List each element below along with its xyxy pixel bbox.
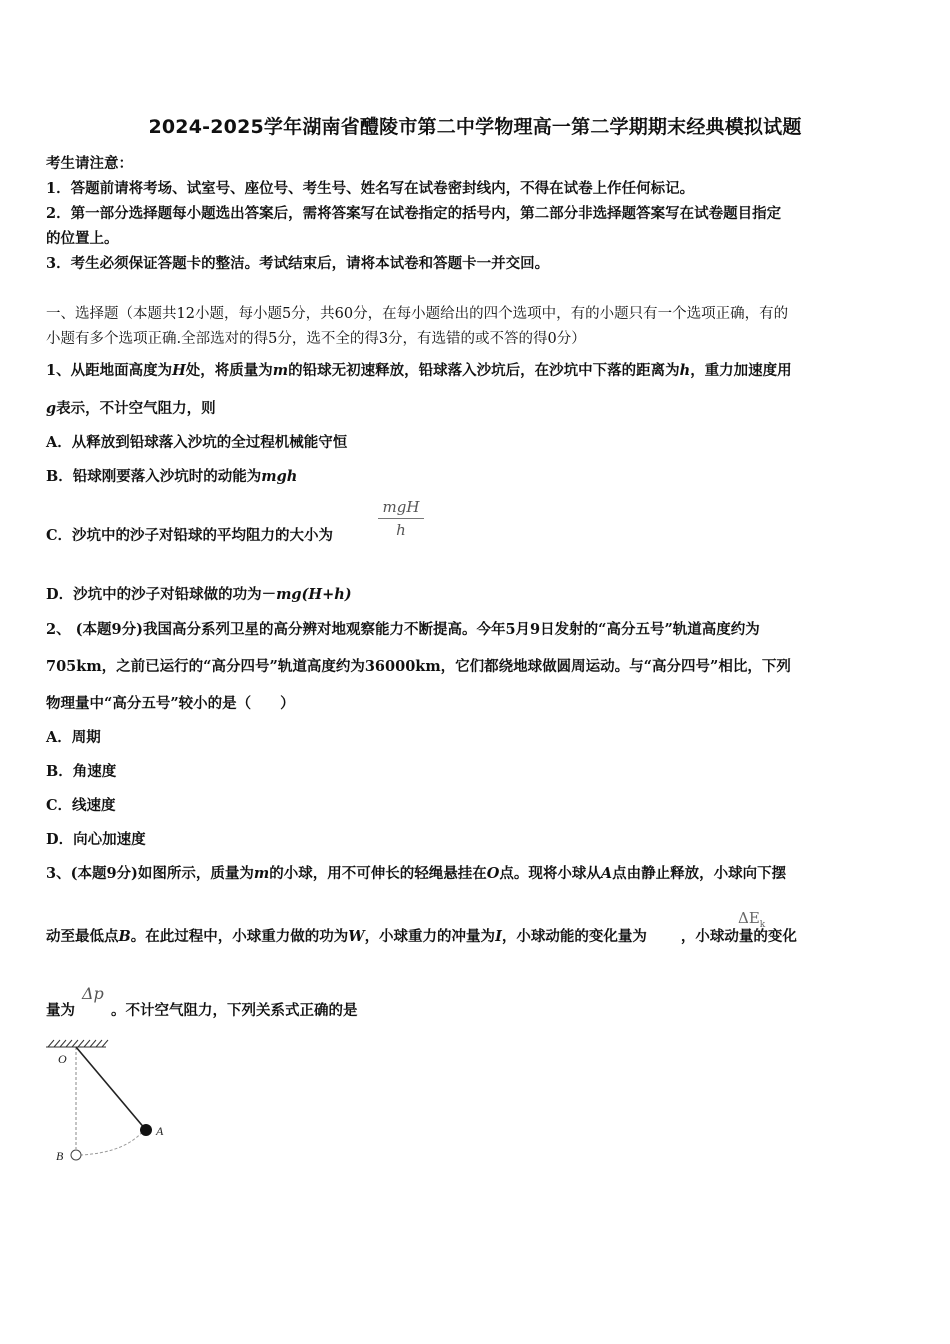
swing-arc bbox=[80, 1130, 144, 1155]
delta-ek-symbol: $\Delta E_k$ bbox=[738, 909, 766, 930]
q2-option-c: C．线速度 bbox=[46, 797, 116, 814]
ceiling-hatch bbox=[46, 1040, 108, 1047]
label-b: B bbox=[56, 1149, 64, 1163]
q3-stem-line-1: 3、(本题9分)如图所示，质量为m的小球，用不可伸长的轻绳悬挂在O点。现将小球从A点由静止释放，小球向下摆 bbox=[46, 865, 787, 882]
ball-a bbox=[140, 1124, 152, 1136]
q1-option-c-fraction bbox=[378, 498, 424, 539]
fraction-numerator: mgH bbox=[378, 498, 424, 519]
notice-item-2: 2．第一部分选择题每小题选出答案后，需将答案写在试卷指定的括号内，第二部分非选择题答案写在试卷题目指定 bbox=[46, 205, 782, 222]
q2-option-b: B．角速度 bbox=[46, 763, 117, 780]
q1-option-c: C．沙坑中的沙子对铅球的平均阻力的大小为 bbox=[46, 527, 334, 544]
q1-stem-line-1: 1、从距地面高度为H处，将质量为m的铅球无初速释放，铅球落入沙坑后，在沙坑中下落的距离为h，重力加速度用 bbox=[46, 362, 792, 379]
q2-stem-line-2: 705km，之前已运行的“高分四号”轨道高度约为36000km，它们都绕地球做圆周运动。与“高分四号”相比，下列 bbox=[46, 658, 791, 675]
q1-option-a: A．从释放到铅球落入沙坑的全过程机械能守恒 bbox=[46, 434, 348, 451]
q1-stem-line-2: g表示，不计空气阻力，则 bbox=[46, 400, 216, 417]
q2-stem-line-1: 2、 (本题9分)我国高分系列卫星的高分辨对地观察能力不断提高。今年5月9日发射的“高分五号”轨道高度约为 bbox=[46, 621, 760, 638]
fraction-denominator: h bbox=[396, 521, 406, 539]
q3-stem-line-3: 量为 。不计空气阻力，下列关系式正确的是 bbox=[46, 1002, 358, 1019]
section-intro-line-2: 小题有多个选项正确.全部选对的得5分，选不全的得3分，有选错的或不答的得0分） bbox=[46, 331, 586, 347]
q2-option-a: A．周期 bbox=[46, 729, 101, 746]
q2-option-d: D．向心加速度 bbox=[46, 831, 146, 848]
delta-p-symbol: Δp bbox=[82, 984, 104, 1003]
pendulum-figure bbox=[40, 1035, 180, 1170]
q3-stem-line-2: 动至最低点B。在此过程中，小球重力做的功为W，小球重力的冲量为I，小球动能的变化量为 ，小球动量的变化 bbox=[46, 928, 797, 945]
label-o: O bbox=[58, 1052, 67, 1066]
q1-option-b: B．铅球刚要落入沙坑时的动能为mgh bbox=[46, 468, 298, 485]
notice-item-3: 3．考生必须保证答题卡的整洁。考试结束后，请将本试卷和答题卡一并交回。 bbox=[46, 255, 550, 272]
notice-item-1: 1．答题前请将考场、试室号、座位号、考生号、姓名写在试卷密封线内，不得在试卷上作任何标记。 bbox=[46, 180, 695, 197]
q1-option-d: D．沙坑中的沙子对铅球做的功为－mg(H+h) bbox=[46, 586, 352, 603]
q2-stem-line-3: 物理量中“高分五号”较小的是（ ） bbox=[46, 695, 295, 712]
pendulum-string bbox=[76, 1047, 146, 1130]
page-title: 2024-2025学年湖南省醴陵市第二中学物理高一第二学期期末经典模拟试题 bbox=[148, 116, 802, 138]
notice-heading: 考生请注意： bbox=[46, 155, 133, 172]
notice-item-2-cont: 的位置上。 bbox=[46, 230, 119, 247]
ball-b bbox=[71, 1150, 81, 1160]
label-a: A bbox=[156, 1124, 164, 1138]
section-intro-line-1: 一、选择题（本题共12小题，每小题5分，共60分，在每小题给出的四个选项中，有的小题只有一个选项正确，有的 bbox=[46, 306, 789, 322]
